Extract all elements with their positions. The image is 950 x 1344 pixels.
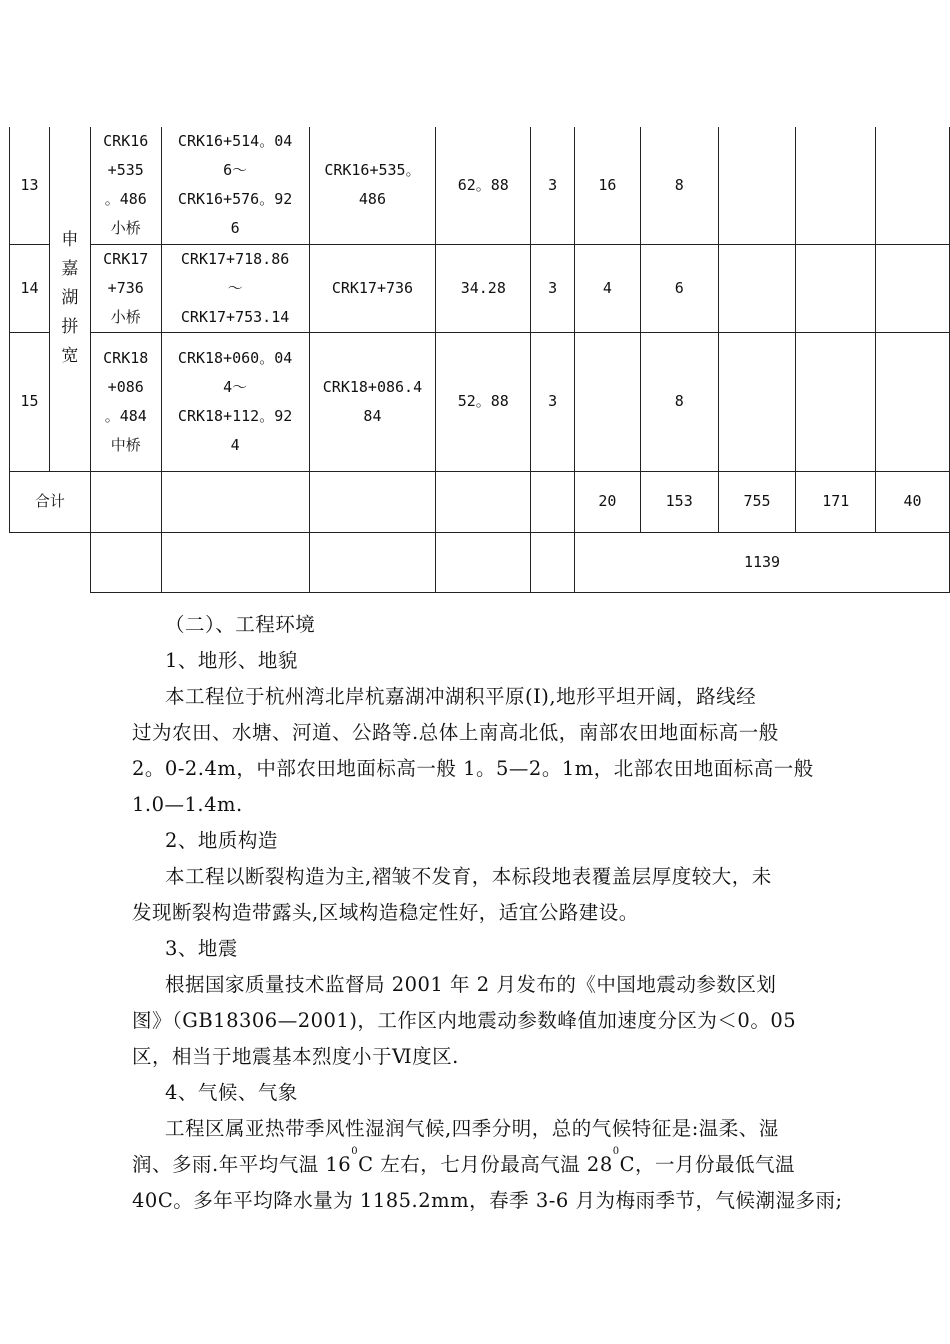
paragraph-line: 过为农田、水塘、河道、公路等.总体上南高北低，南部农田地面标高一般 xyxy=(132,721,779,744)
cell-empty xyxy=(876,244,950,332)
cell-empty xyxy=(796,332,876,471)
paragraph-line: 润、多雨.年平均气温 $16^0C$ 左右，七月份最高气温 $28^0C$，一月份最低气温 xyxy=(132,1146,796,1176)
cell-empty xyxy=(718,244,796,332)
bridge-table xyxy=(9,127,950,593)
table-row xyxy=(10,332,950,471)
cell-value: 8 xyxy=(640,127,718,244)
center-station: CRK18+086.4 84 xyxy=(309,332,436,471)
bridge-name: CRK18 +086 。484 中桥 xyxy=(90,332,161,471)
paragraph-line: 本工程以断裂构造为主,褶皱不发育，本标段地表覆盖层厚度较大，未 xyxy=(165,865,772,888)
subheading-climate: 4、气候、气象 xyxy=(165,1081,298,1104)
cell-empty xyxy=(876,127,950,244)
group-label-cell xyxy=(49,127,90,471)
section-heading: （二）、工程环境 xyxy=(165,613,316,636)
cell-empty xyxy=(436,471,531,532)
bridge-name: CRK16 +535 。486 小桥 xyxy=(90,127,161,244)
grand-total-row xyxy=(10,532,950,592)
center-station: CRK17+736 xyxy=(309,244,436,332)
cell-value: 3 xyxy=(531,332,575,471)
cell-value: 6 xyxy=(640,244,718,332)
bridge-length: 34.28 xyxy=(436,244,531,332)
cell-empty xyxy=(10,532,91,592)
cell-empty xyxy=(876,332,950,471)
total-label: 合计 xyxy=(10,471,91,532)
paragraph-line: 工程区属亚热带季风性湿润气候,四季分明，总的气候特征是:温柔、湿 xyxy=(165,1117,779,1140)
bridge-length: 62。88 xyxy=(436,127,531,244)
paragraph-line: 发现断裂构造带露头,区域构造稳定性好，适宜公路建设。 xyxy=(132,901,639,924)
subheading-geology: 2、地质构造 xyxy=(165,829,278,852)
cell-value: 8 xyxy=(640,332,718,471)
paragraph-line: 40C。多年平均降水量为 1185.2mm，春季 3-6 月为梅雨季节，气候潮湿多雨; xyxy=(132,1189,843,1212)
total-row xyxy=(10,471,950,532)
cell-empty xyxy=(531,471,575,532)
table-row xyxy=(10,127,950,244)
cell-empty xyxy=(161,471,309,532)
cell-empty xyxy=(161,532,309,592)
cell-empty xyxy=(531,532,575,592)
center-station: CRK16+535。 486 xyxy=(309,127,436,244)
paragraph-line: 区，相当于地震基本烈度小于Ⅵ度区. xyxy=(132,1045,459,1068)
cell-value: 16 xyxy=(575,127,641,244)
row-number: 13 xyxy=(10,127,50,244)
cell-empty xyxy=(309,532,436,592)
total-value: 755 xyxy=(718,471,796,532)
total-value: 40 xyxy=(876,471,950,532)
total-value: 171 xyxy=(796,471,876,532)
cell-value: 3 xyxy=(531,244,575,332)
total-value: 20 xyxy=(575,471,641,532)
row-number: 14 xyxy=(10,244,50,332)
group-label: 申 嘉 湖 拼 宽 xyxy=(61,230,79,367)
cell-empty xyxy=(718,127,796,244)
table-row xyxy=(10,244,950,332)
cell-empty xyxy=(309,471,436,532)
bridge-name: CRK17 +736 小桥 xyxy=(90,244,161,332)
station-range: CRK16+514。04 6～ CRK16+576。92 6 xyxy=(161,127,309,244)
grand-total: 1139 xyxy=(575,532,950,592)
cell-empty xyxy=(90,471,161,532)
subheading-earthquake: 3、地震 xyxy=(165,937,238,960)
row-number: 15 xyxy=(10,332,50,471)
cell-empty xyxy=(90,532,161,592)
paragraph-line: 根据国家质量技术监督局 2001 年 2 月发布的《中国地震动参数区划 xyxy=(165,973,777,996)
paragraph-line: 1.0—1.4m. xyxy=(132,793,243,816)
station-range: CRK18+060。04 4～ CRK18+112。92 4 xyxy=(161,332,309,471)
subheading-terrain: 1、地形、地貌 xyxy=(165,649,298,672)
paragraph-line: 本工程位于杭州湾北岸杭嘉湖冲湖积平原(I),地形平坦开阔，路线经 xyxy=(165,685,757,708)
bridge-length: 52。88 xyxy=(436,332,531,471)
cell-empty xyxy=(718,332,796,471)
paragraph-line: 图》（GB18306—2001)，工作区内地震动参数峰值加速度分区为＜0。05 xyxy=(132,1009,797,1032)
cell-empty xyxy=(796,127,876,244)
cell-empty xyxy=(796,244,876,332)
cell-value: 3 xyxy=(531,127,575,244)
cell-empty xyxy=(436,532,531,592)
station-range: CRK17+718.86 ～ CRK17+753.14 xyxy=(161,244,309,332)
cell-value: 4 xyxy=(575,244,641,332)
paragraph-line: 2。0-2.4m，中部农田地面标高一般 1。5—2。1m，北部农田地面标高一般 xyxy=(132,757,814,780)
total-value: 153 xyxy=(640,471,718,532)
cell-value xyxy=(575,332,641,471)
body-text xyxy=(132,607,862,1219)
